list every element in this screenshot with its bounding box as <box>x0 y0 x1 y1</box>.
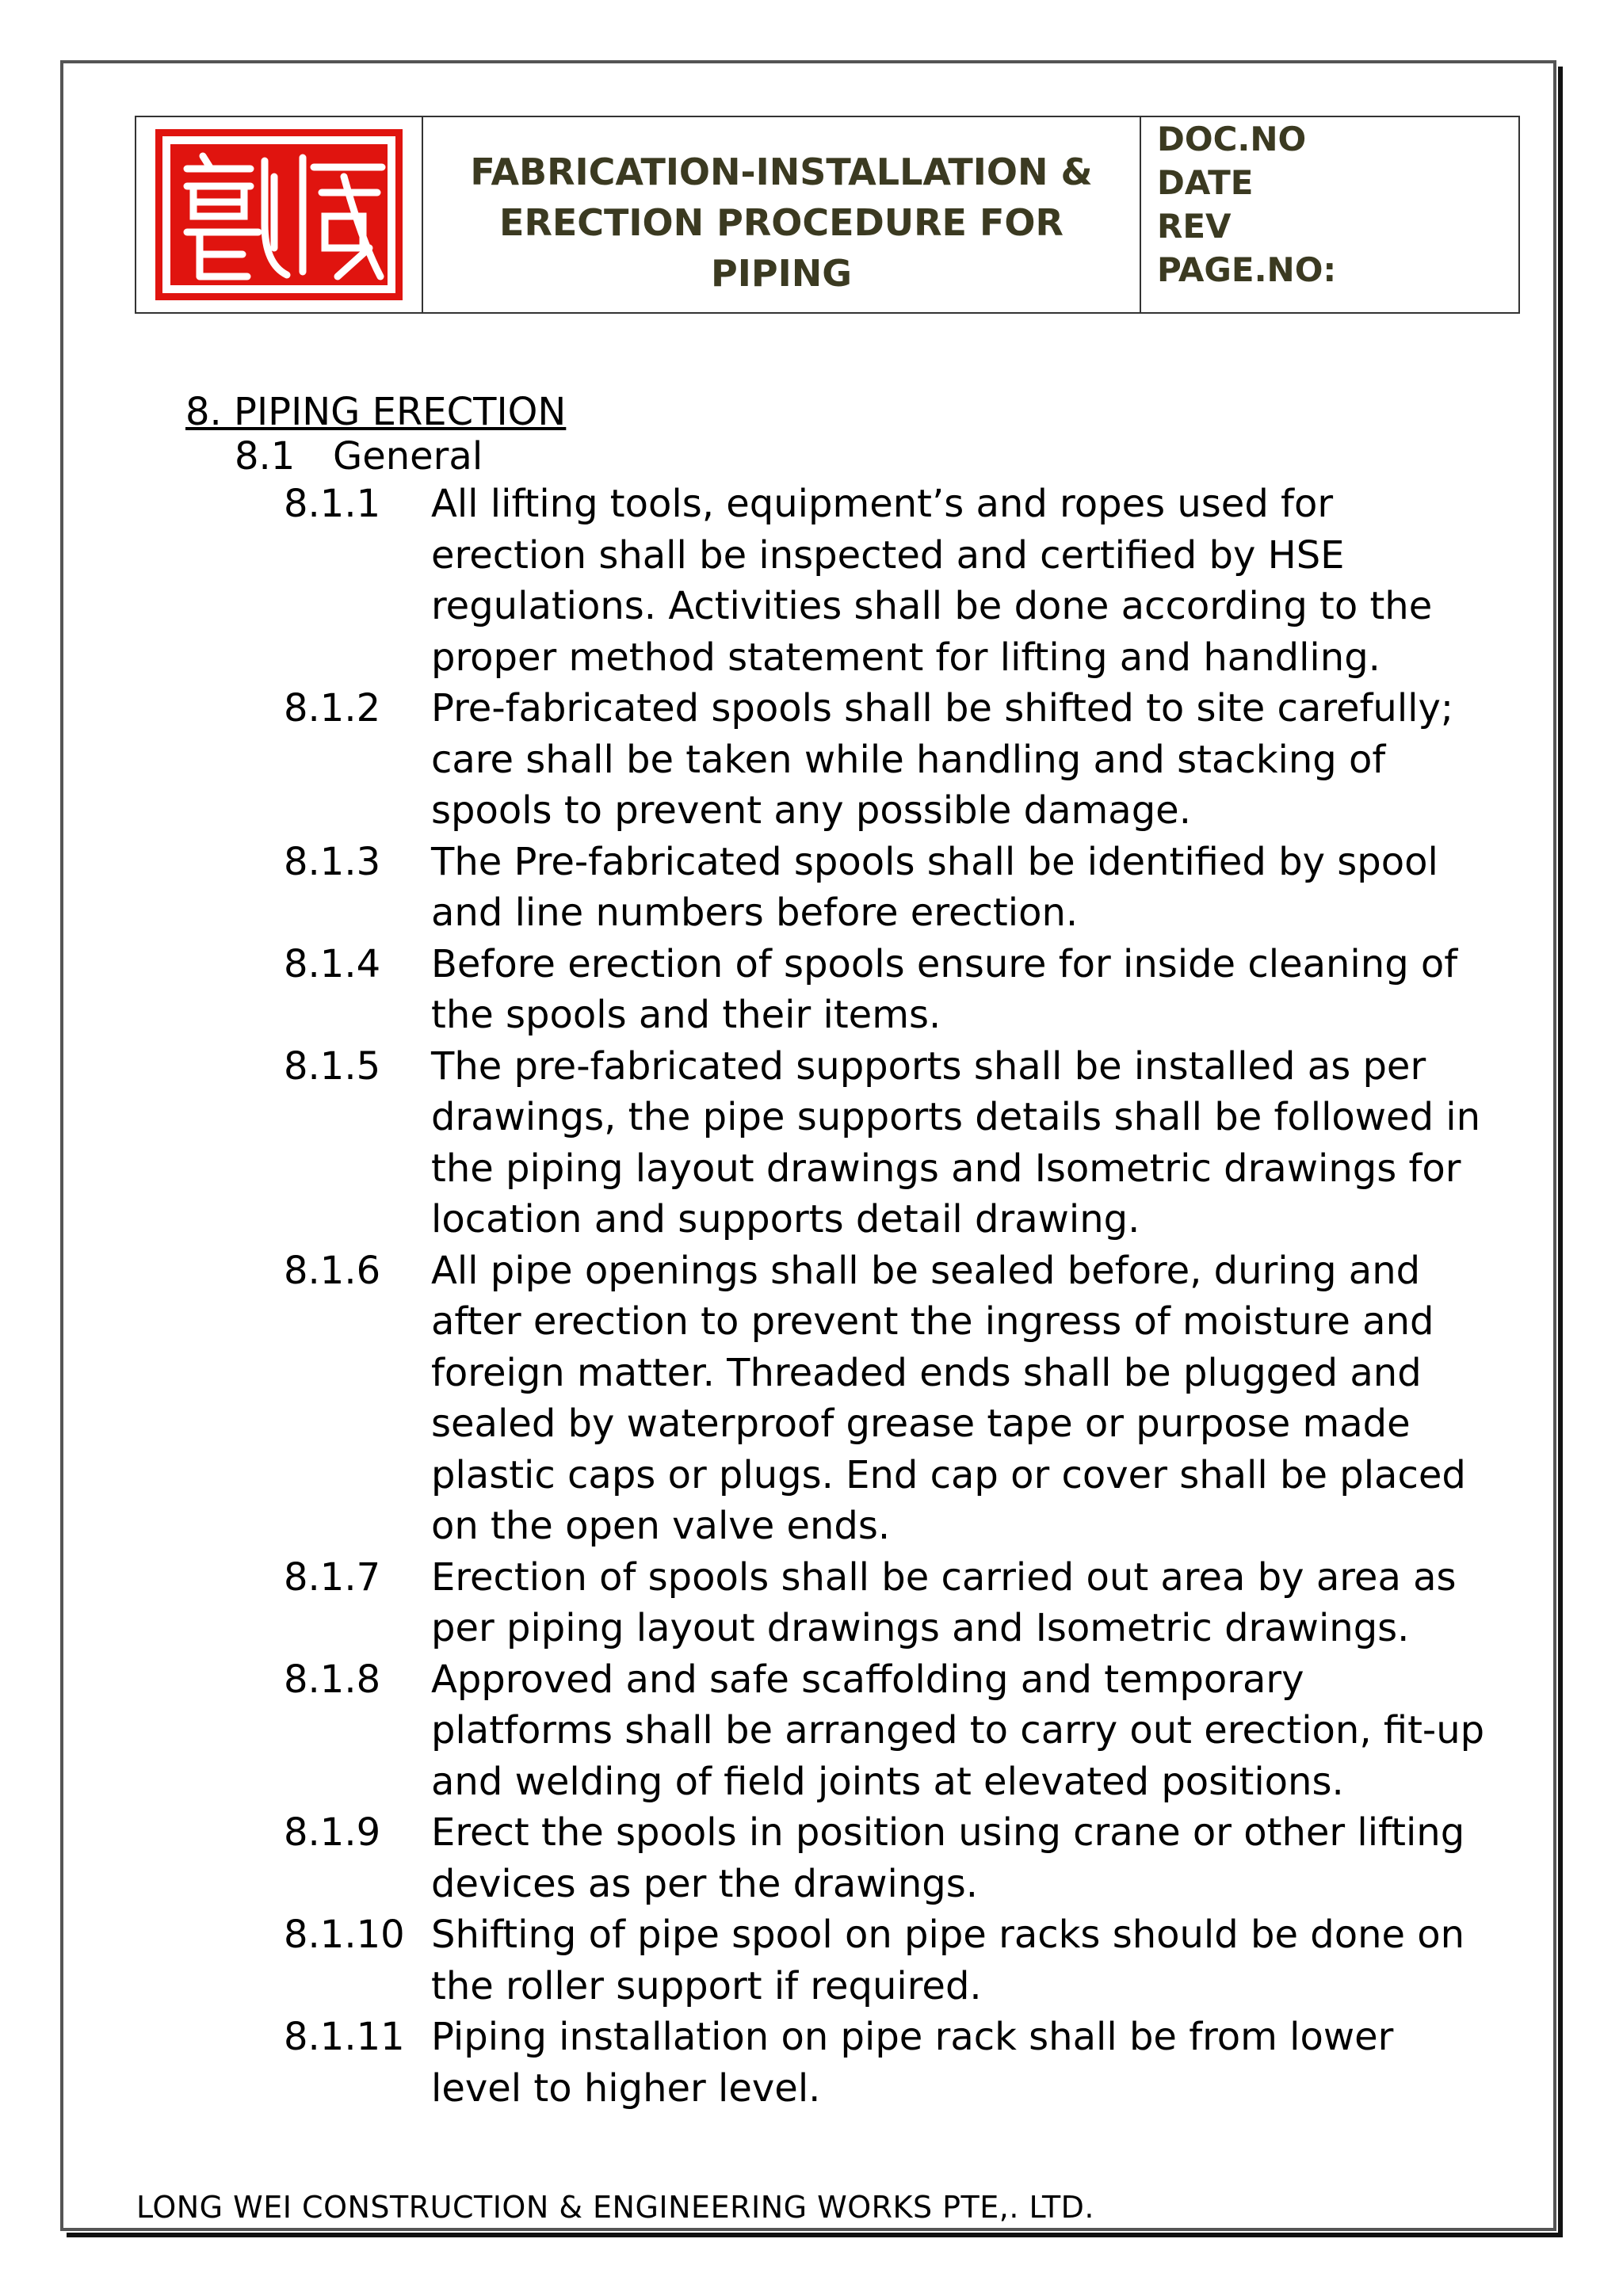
item-text: The Pre-fabricated spools shall be identified by spool and line numbers before erection. <box>431 839 1438 935</box>
item-number: 8.1.10 <box>284 1913 405 1957</box>
item-text: All pipe openings shall be sealed before, during and after erection to prevent the ingress of moisture and foreign matter. Threaded ends shall be plugged and sealed by waterproof grease tape or purpose made plastic caps or plugs. End cap or cover shall be placed on the open valve ends. <box>431 1248 1466 1548</box>
item-number: 8.1.4 <box>284 941 381 986</box>
item-number: 8.1.2 <box>284 686 381 730</box>
item-text: Approved and safe scaffolding and temporary platforms shall be arranged to carry out erection, fit-up and welding of field joints at elevated positions. <box>431 1657 1485 1804</box>
list-item <box>284 2012 1488 2114</box>
subsection-heading <box>235 434 483 479</box>
list-item <box>284 1807 1488 1909</box>
item-number: 8.1.3 <box>284 839 381 884</box>
item-text: Piping installation on pipe rack shall be from lower level to higher level. <box>431 2015 1394 2111</box>
item-number: 8.1.1 <box>284 482 381 526</box>
procedure-list <box>284 479 1488 2114</box>
document-header <box>135 116 1520 314</box>
section-heading: 8. PIPING ERECTION <box>185 390 567 434</box>
item-text: Pre-fabricated spools shall be shifted to site carefully; care shall be taken while handling and stacking of spools to prevent any possible damage. <box>431 686 1454 833</box>
item-text: Shifting of pipe spool on pipe racks should be done on the roller support if required. <box>431 1913 1465 2008</box>
item-text: Erection of spools shall be carried out area by area as per piping layout drawings and Isometric drawings. <box>431 1554 1457 1650</box>
logo-cell <box>136 117 423 312</box>
item-text: Erect the spools in position using crane or other lifting devices as per the drawings. <box>431 1810 1465 1906</box>
seal-glyph-icon <box>155 129 403 300</box>
document-title-cell <box>423 117 1141 312</box>
document-title: FABRICATION-INSTALLATION & ERECTION PROCEDURE FOR PIPING <box>470 151 1093 295</box>
item-number: 8.1.7 <box>284 1554 381 1600</box>
footer-company-name: LONG WEI CONSTRUCTION & ENGINEERING WORKS PTE,. LTD. <box>136 2190 1095 2225</box>
list-item <box>284 1245 1488 1552</box>
list-item <box>284 1552 1488 1654</box>
doc-no-label: DOC.NO <box>1157 120 1307 158</box>
item-text: The pre-fabricated supports shall be installed as per drawings, the pipe supports details shall be followed in the piping layout drawings and Isometric drawings for location and supports detail drawing. <box>431 1043 1481 1241</box>
list-item <box>284 837 1488 939</box>
item-number: 8.1.6 <box>284 1248 381 1293</box>
list-item <box>284 1654 1488 1808</box>
subsection-title: General <box>333 434 483 479</box>
item-number: 8.1.9 <box>284 1810 381 1855</box>
item-text: Before erection of spools ensure for inside cleaning of the spools and their items. <box>431 941 1458 1037</box>
page-no-label: PAGE.NO: <box>1157 250 1337 289</box>
list-item <box>284 939 1488 1041</box>
item-number: 8.1.8 <box>284 1657 381 1702</box>
date-label: DATE <box>1157 163 1254 202</box>
company-seal-logo <box>155 129 403 300</box>
item-number: 8.1.5 <box>284 1043 381 1089</box>
subsection-number: 8.1 <box>235 434 296 479</box>
list-item <box>284 1909 1488 2012</box>
list-item <box>284 479 1488 683</box>
list-item <box>284 1041 1488 1245</box>
item-text: All lifting tools, equipment’s and ropes used for erection shall be inspected and certified by HSE regulations. Activities shall be done according to the proper method statement for lifting and handling. <box>431 482 1433 680</box>
list-item <box>284 683 1488 837</box>
doc-info-cell <box>1141 117 1518 312</box>
rev-label: REV <box>1157 207 1232 246</box>
item-number: 8.1.11 <box>284 2015 405 2059</box>
